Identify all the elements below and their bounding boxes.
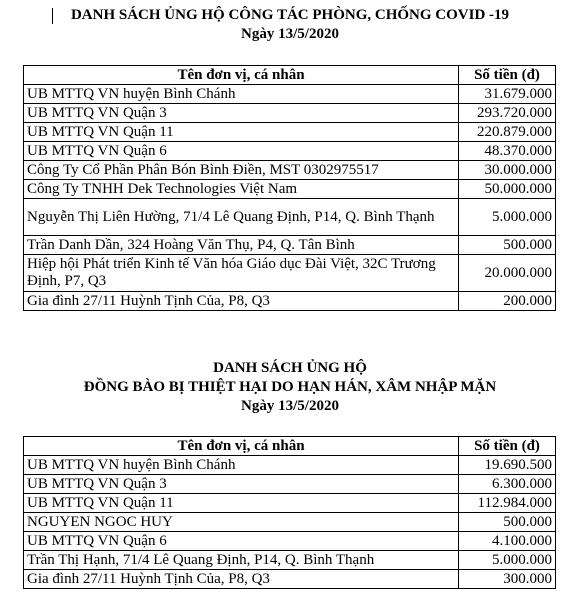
row-name: UB MTTQ VN Quận 6 (24, 142, 459, 161)
table-row (24, 85, 556, 104)
row-name: UB MTTQ VN Quận 6 (24, 532, 459, 551)
row-amount: 500.000 (459, 513, 556, 532)
row-amount: 19.690.500 (459, 456, 556, 475)
row-name: Gia đình 27/11 Huỳnh Tịnh Của, P8, Q3 (24, 292, 459, 311)
section1-title (0, 6, 580, 44)
row-amount: 30.000.000 (459, 161, 556, 180)
drought-donation-table (23, 436, 556, 589)
row-name: UB MTTQ VN Quận 11 (24, 123, 459, 142)
row-name: Công Ty Cổ Phần Phân Bón Bình Điền, MST 0302975517 (24, 161, 459, 180)
row-name: Trần Danh Dần, 324 Hoàng Văn Thụ, P4, Q. Tân Bình (24, 236, 459, 255)
row-name: Nguyễn Thị Liên Hường, 71/4 Lê Quang Định, P14, Q. Bình Thạnh (24, 199, 459, 236)
row-name: NGUYEN NGOC HUY (24, 513, 459, 532)
row-amount: 50.000.000 (459, 180, 556, 199)
table-row (24, 475, 556, 494)
section1-title-line1: DANH SÁCH ỦNG HỘ CÔNG TÁC PHÒNG, CHỐNG COVID -19 (70, 7, 510, 23)
row-name: UB MTTQ VN Quận 11 (24, 494, 459, 513)
table-row (24, 494, 556, 513)
row-amount: 300.000 (459, 570, 556, 589)
section1-title-line2: Ngày 13/5/2020 (241, 26, 339, 42)
row-amount: 200.000 (459, 292, 556, 311)
table-row (24, 142, 556, 161)
table-row (24, 236, 556, 255)
row-amount: 20.000.000 (459, 255, 556, 292)
table-row (24, 532, 556, 551)
row-amount: 5.000.000 (459, 199, 556, 236)
table-row (24, 199, 556, 236)
row-amount: 220.879.000 (459, 123, 556, 142)
row-name: UB MTTQ VN Quận 3 (24, 475, 459, 494)
table-row (24, 123, 556, 142)
row-amount: 6.300.000 (459, 475, 556, 494)
header-amount: Số tiền (đ) (459, 437, 556, 456)
row-name: UB MTTQ VN huyện Bình Chánh (24, 85, 459, 104)
header-amount: Số tiền (đ) (459, 66, 556, 85)
row-amount: 500.000 (459, 236, 556, 255)
table-row (24, 161, 556, 180)
row-name: UB MTTQ VN Quận 3 (24, 104, 459, 123)
row-amount: 48.370.000 (459, 142, 556, 161)
table-row (24, 570, 556, 589)
section2-title (0, 359, 580, 416)
row-amount: 31.679.000 (459, 85, 556, 104)
table-row (24, 292, 556, 311)
row-name: Công Ty TNHH Dek Technologies Việt Nam (24, 180, 459, 199)
section2-title-line3: Ngày 13/5/2020 (241, 398, 339, 414)
table-header-row (24, 66, 556, 85)
table-row (24, 456, 556, 475)
header-name: Tên đơn vị, cá nhân (24, 66, 459, 85)
row-name: Gia đình 27/11 Huỳnh Tịnh Của, P8, Q3 (24, 570, 459, 589)
row-amount: 112.984.000 (459, 494, 556, 513)
table-header-row (24, 437, 556, 456)
table-row (24, 551, 556, 570)
table-row (24, 513, 556, 532)
header-name: Tên đơn vị, cá nhân (24, 437, 459, 456)
table-row (24, 104, 556, 123)
row-name: Trần Thị Hạnh, 71/4 Lê Quang Định, P14, Q. Bình Thạnh (24, 551, 459, 570)
row-amount: 4.100.000 (459, 532, 556, 551)
table-row (24, 180, 556, 199)
row-amount: 5.000.000 (459, 551, 556, 570)
row-amount: 293.720.000 (459, 104, 556, 123)
section2-title-line2: ĐỒNG BÀO BỊ THIỆT HẠI DO HẠN HÁN, XÂM NHẬP MẶN (83, 379, 497, 395)
section2-title-line1: DANH SÁCH ỦNG HỘ (213, 360, 367, 376)
covid-donation-table (23, 65, 556, 311)
table-row (24, 255, 556, 292)
row-name: UB MTTQ VN huyện Bình Chánh (24, 456, 459, 475)
row-name: Hiệp hội Phát triển Kinh tế Văn hóa Giáo dục Đài Việt, 32C Trương Định, P7, Q3 (24, 255, 459, 292)
